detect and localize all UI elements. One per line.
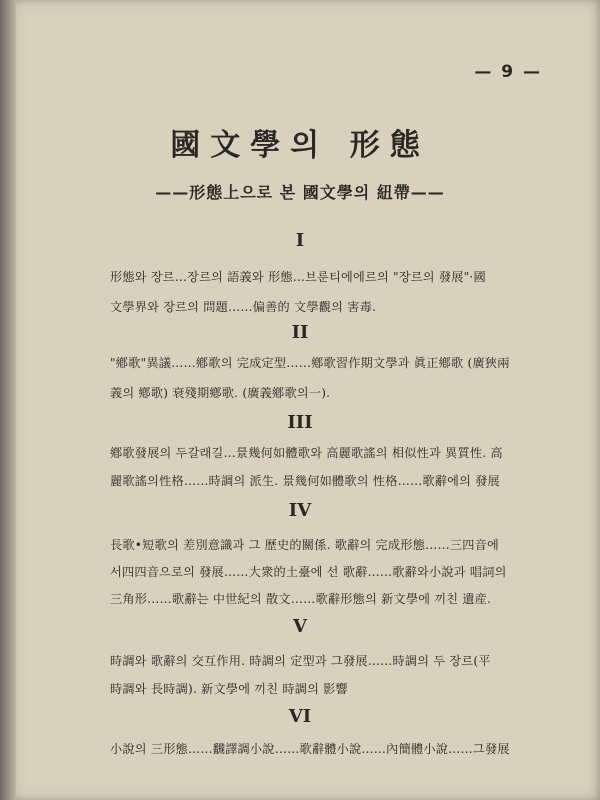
section-text-line: 서四四音으로의 發展……大衆的土臺에 선 歌辭……歌辭와小說과 唱詞의 bbox=[110, 565, 507, 579]
section-numeral: VI bbox=[288, 706, 312, 727]
section-text-line: 小說의 三形態……飜譯調小說……歌辭體小說……內簡體小說……그發展 bbox=[110, 742, 510, 756]
page-title: 國文學의 形態 bbox=[170, 128, 430, 163]
section-text-line: 鄕歌發展의 두갈래길…景幾何如體歌와 高麗歌謠의 相似性과 異質性. 高 bbox=[110, 446, 503, 460]
section-text-line: "鄕歌"異議……鄕歌의 完成定型……鄕歌習作期文學과 眞正鄕歌 (廣狹兩 bbox=[110, 356, 510, 370]
section-numeral: III bbox=[287, 412, 313, 433]
section-numeral: V bbox=[293, 616, 307, 637]
section-text-line: 時調와 歌辭의 交互作用. 時調의 定型과 그發展……時調의 두 장르(平 bbox=[110, 654, 491, 668]
section-text-line: 時調와 長時調). 新文學에 끼친 時調의 影響 bbox=[110, 682, 348, 696]
section-text-line: 麗歌謠의性格……時調의 派生. 景幾何如體歌의 性格……歌辭에의 發展 bbox=[110, 474, 500, 488]
section-text-line: 三角形……歌辭는 中世紀의 散文……歌辭形態의 新文學에 끼친 遺産. bbox=[110, 592, 492, 606]
page-subtitle: ——形態上으로 본 國文學의 紐帶—— bbox=[155, 183, 445, 202]
section-text-line: 形態와 장르…장르의 語義와 形態…브룬티에에르의 "장르의 發展"·國 bbox=[110, 270, 486, 284]
section-numeral: I bbox=[295, 230, 305, 251]
section-text-line: 義의 鄕歌) 衰殘期鄕歌. (廣義鄕歌의一). bbox=[110, 386, 331, 400]
page-number: — 9 — bbox=[474, 62, 542, 82]
section-numeral: IV bbox=[288, 500, 312, 521]
section-numeral: II bbox=[291, 322, 309, 343]
section-text-line: 長歌•短歌의 差別意識과 그 歷史的關係. 歌辭의 完成形態……三四音에 bbox=[110, 538, 499, 552]
section-text-line: 文學界와 장르의 問題……偏善的 文學觀의 害毒. bbox=[110, 300, 377, 314]
